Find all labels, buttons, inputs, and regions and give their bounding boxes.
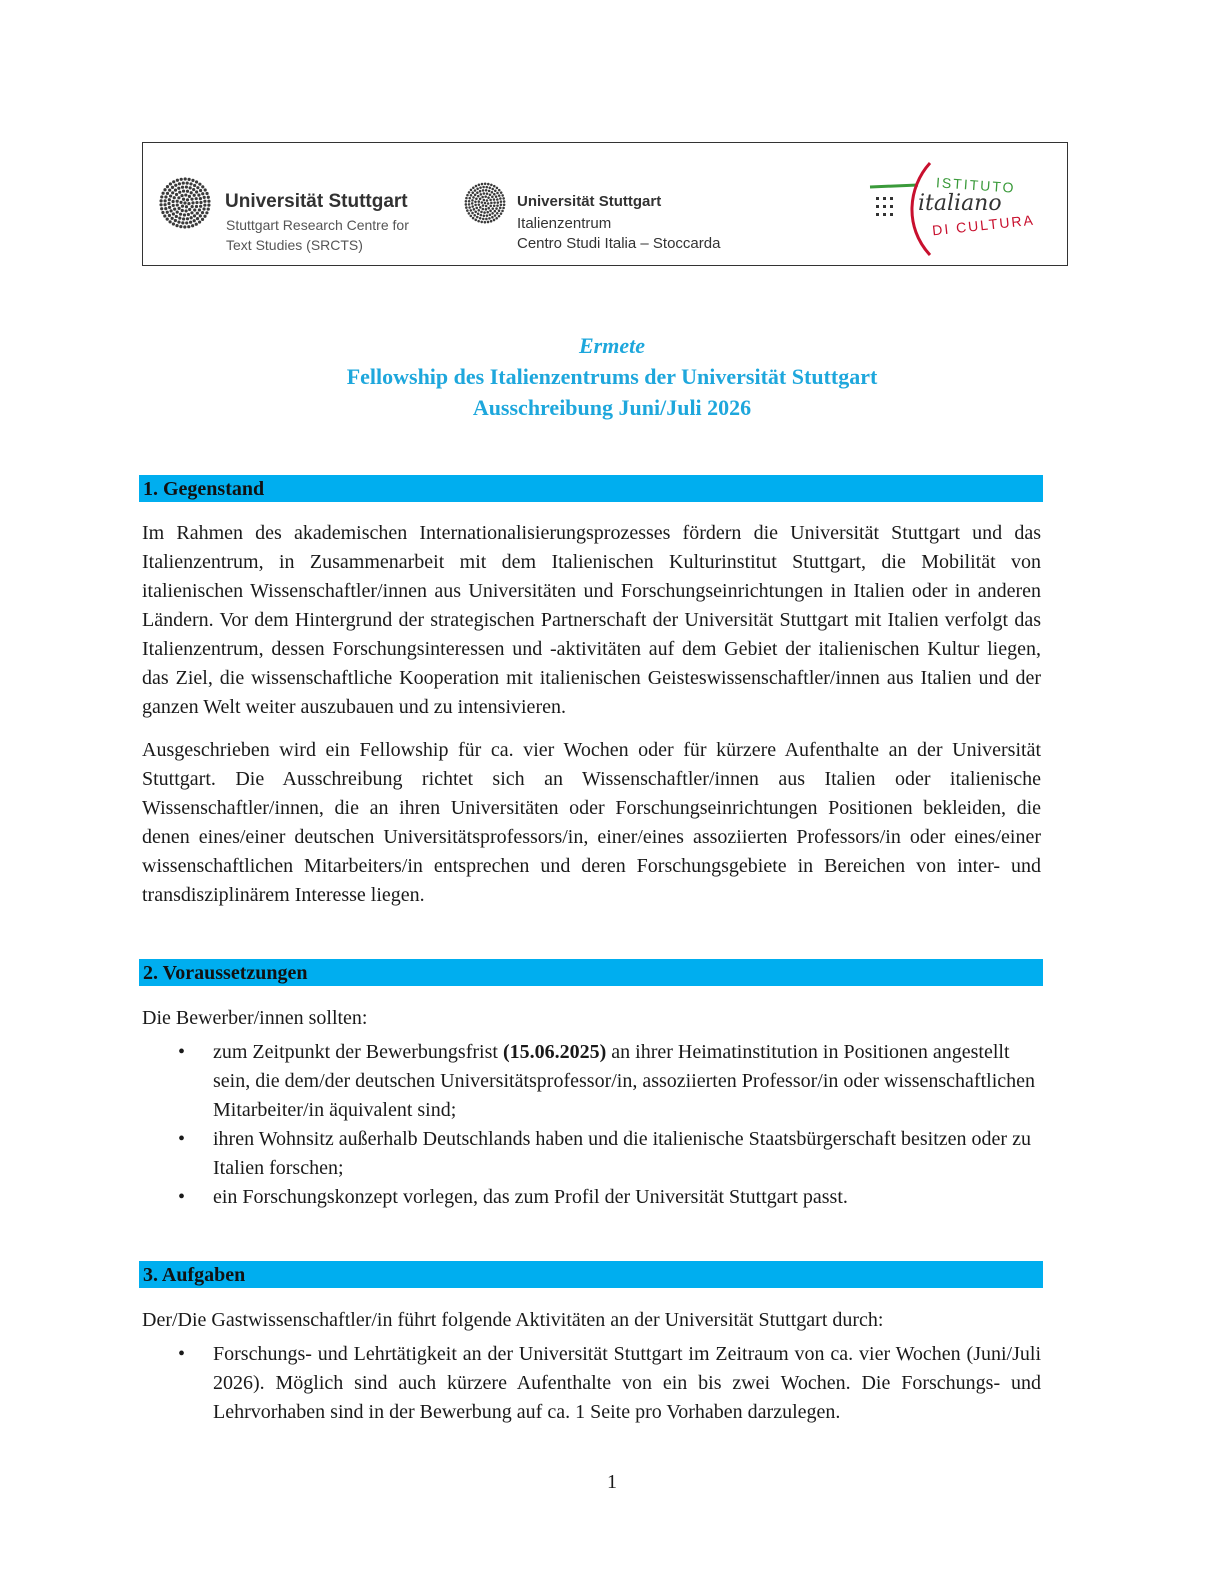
logo2-line1: Italienzentrum	[517, 215, 612, 232]
logo3-line1: ISTITUTO	[935, 174, 1016, 196]
bullet-icon: •	[178, 1343, 186, 1365]
deadline-date: (15.06.2025)	[502, 1041, 607, 1063]
bullet-icon: •	[178, 1041, 186, 1063]
logo3-line2: italiano	[918, 191, 1002, 216]
section3-intro: Der/Die Gastwissenschaftler/in führt folgende Aktivitäten an der Universität Stuttgart durch:	[142, 1309, 884, 1331]
logo2-line2: Centro Studi Italia – Stoccarda	[517, 235, 721, 252]
document-title	[0, 330, 1224, 423]
list-item	[142, 1038, 1041, 1125]
title-ausschreibung: Ausschreibung Juni/Juli 2026	[472, 395, 752, 420]
item-text: ein Forschungskonzept vorlegen, das zum Profil der Universität Stuttgart passt.	[213, 1186, 848, 1208]
university-seal-icon	[461, 179, 509, 227]
title-fellowship: Fellowship des Italienzentrums der Universität Stuttgart	[346, 364, 878, 389]
logo3-line3: DI CULTURA	[931, 211, 1036, 239]
list-item	[142, 1183, 1041, 1212]
list-item	[142, 1340, 1041, 1427]
italienzentrum-logo	[461, 143, 761, 265]
item-text: ihren Wohnsitz außerhalb Deutschlands haben und die italienische Staatsbürgerschaft besitzen oder zu Italien forschen;	[213, 1128, 1031, 1179]
section2-intro: Die Bewerber/innen sollten:	[142, 1007, 368, 1029]
list-item	[142, 1125, 1041, 1183]
logo-header	[142, 142, 1068, 266]
logo1-university-name: Universität Stuttgart	[225, 191, 408, 212]
university-seal-icon	[155, 173, 215, 233]
logo1-line2: Text Studies (SRCTS)	[226, 237, 363, 253]
istituto-italiano-logo	[868, 143, 1058, 265]
tasks-list	[142, 1340, 1041, 1427]
item-text: Forschungs- und Lehrtätigkeit an der Universität Stuttgart im Zeitraum von ca. vier Wochen (Juni/Juli 2026). Möglich sind auch kürzere Aufenthalte von ein bis zwei Wochen. Die Forschungs- und Lehrvorhaben sind in der Bewerbung auf ca. 1 Seite pro Vorhaben darzulegen.	[213, 1343, 1041, 1423]
section1-paragraph-1: Im Rahmen des akademischen Internationalisierungsprozesses fördern die Universität Stuttgart und das Italienzentrum, in Zusammenarbeit mit dem Italienischen Kulturinstitut Stuttgart, die Mobilität von italienischen Wissenschaftler/innen aus Universitäten und Forschungseinrichtungen in Italien oder in anderen Ländern. Vor dem Hintergrund der strategischen Partnerschaft der Universität Stuttgart mit Italien verfolgt das Italienzentrum, dessen Forschungsinteressen und -aktivitäten auf dem Gebiet der italienischen Kultur liegen, das Ziel, die wissenschaftliche Kooperation mit italienischen Geisteswissenschaftler/innen aus Italien und der ganzen Welt weiter auszubauen und zu intensivieren.	[142, 522, 1041, 718]
item-text: an ihrer Heimatinstitution in Positionen angestellt sein, die dem/der deutschen Universitätsprofessor/in, assoziierten Professor/in oder wissenschaftlichen Mitarbeiter/in äquivalent sind;	[213, 1041, 1036, 1121]
section1-paragraph-2: Ausgeschrieben wird ein Fellowship für ca. vier Wochen oder für kürzere Aufenthalte an der Universität Stuttgart. Die Ausschreibung richtet sich an Wissenschaftler/innen aus Italien oder italienische Wissenschaftler/innen, die an ihren Universitäten oder Forschungseinrichtungen Positionen bekleiden, die denen eines/einer deutschen Universitätsprofessors/in, einer/eines assoziierten Professors/in oder eines/einer wissenschaftlichen Mitarbeiters/in entsprechen und deren Forschungsgebiete in Bereichen von inter- und transdisziplinärem Interesse liegen.	[142, 739, 1041, 906]
item-text: zum Zeitpunkt der Bewerbungsfrist	[213, 1041, 503, 1063]
section-heading-gegenstand: 1. Gegenstand	[139, 475, 1043, 502]
bullet-icon: •	[178, 1128, 186, 1150]
bullet-icon: •	[178, 1186, 186, 1208]
title-ermete: Ermete	[579, 333, 645, 358]
logo1-line1: Stuttgart Research Centre for	[226, 217, 409, 233]
section-heading-aufgaben: 3. Aufgaben	[139, 1261, 1043, 1288]
section-heading-voraussetzungen: 2. Voraussetzungen	[139, 959, 1043, 986]
page-number: 1	[607, 1471, 617, 1493]
logo2-university-name: Universität Stuttgart	[517, 193, 662, 210]
requirements-list	[142, 1038, 1041, 1212]
srcts-logo	[155, 143, 455, 265]
